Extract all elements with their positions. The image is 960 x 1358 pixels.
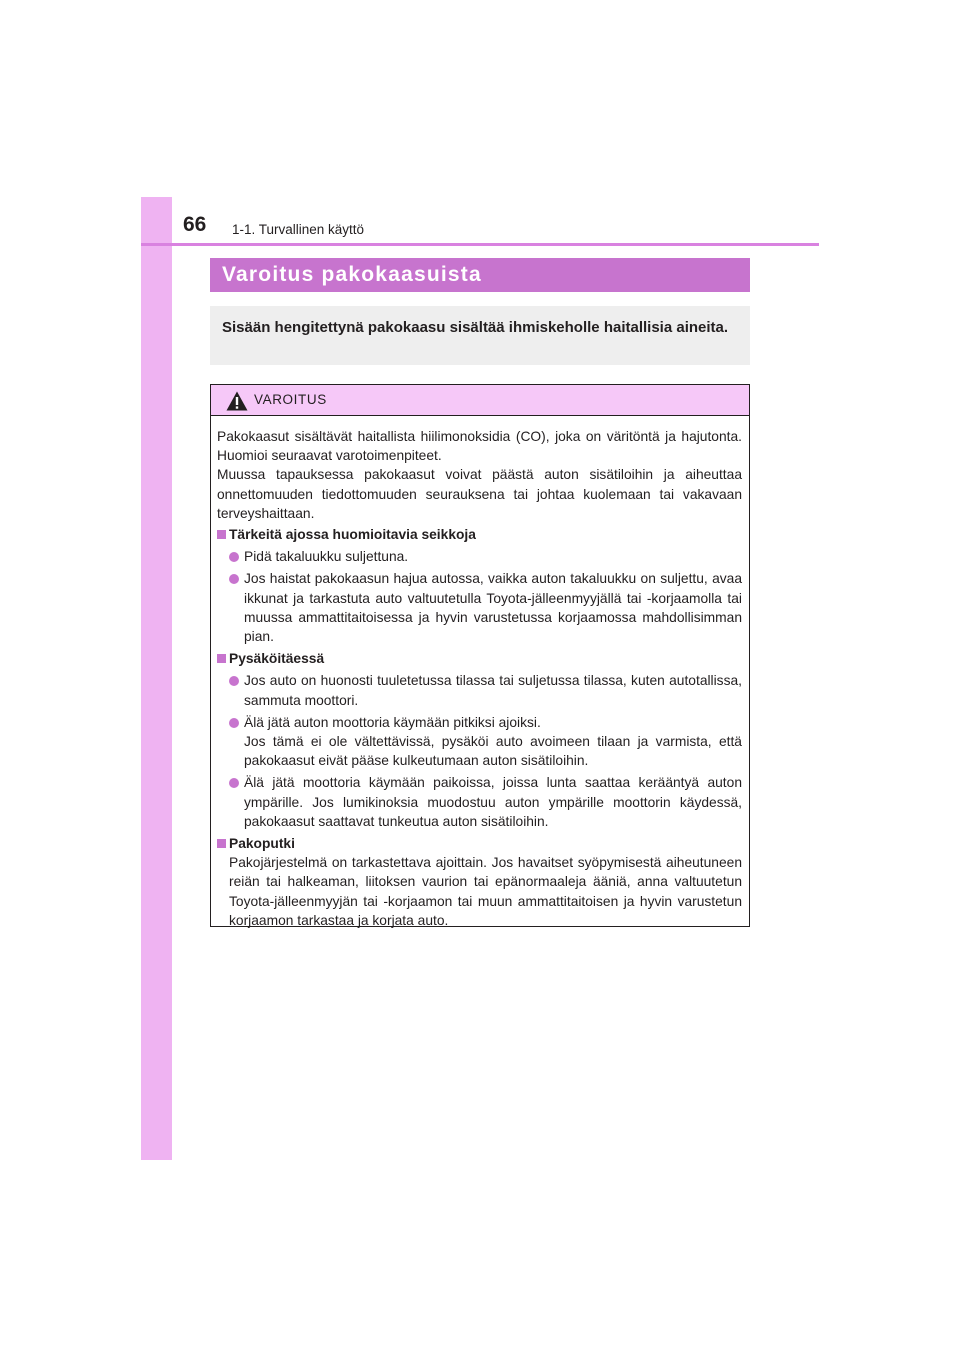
section-heading <box>217 649 742 668</box>
list-item-text: Jos auto on huonosti tuuletetussa tilassa tai suljetussa tilassa, kuten autotallissa, sammuta moottori. <box>244 673 742 708</box>
round-bullet-icon <box>229 718 239 728</box>
list-item-text: Pidä takaluukku suljettuna. <box>244 549 409 565</box>
square-bullet-icon <box>217 654 226 663</box>
square-bullet-icon <box>217 530 226 539</box>
intro-text: Sisään hengitettynä pakokaasu sisältää ihmiskeholle haitallisia aineita. <box>222 319 729 336</box>
section-heading-text: Pysäköitäessä <box>229 651 325 667</box>
page-number: 66 <box>183 213 207 236</box>
section-heading-text: Pakoputki <box>229 836 295 852</box>
section-heading <box>217 525 742 544</box>
round-bullet-icon <box>229 778 239 788</box>
warning-box <box>210 384 750 927</box>
round-bullet-icon <box>229 574 239 584</box>
round-bullet-icon <box>229 676 239 686</box>
list-item-text: Älä jätä auton moottoria käymään pitkiksi ajoiksi. <box>244 714 541 730</box>
list-item-subtext: Jos tämä ei ole vältettävissä, pysäköi auto avoimeen tilaan ja varmista, että pakokaasut eivät pääse kulkeutumaan auton sisätiloihin. <box>244 734 742 769</box>
warning-label: VAROITUS <box>254 392 327 407</box>
warning-paragraph: Muussa tapauksessa pakokaasut voivat päästä auton sisätiloihin ja aiheuttaa onnettomuuden tiedottomuuden seurauksena tai johtaa kuolemaan tai vakavaan terveyshaittaan. <box>217 467 742 521</box>
list-item-content <box>244 713 742 771</box>
warning-paragraph: Pakokaasut sisältävät haitallista hiilimonoksidia (CO), joka on väritöntä ja hajutonta. Huomioi seuraavat varotoimenpiteet. <box>217 429 742 464</box>
warning-triangle-icon <box>226 391 248 411</box>
section-text: Pakojärjestelmä on tarkastettava ajoittain. Jos havaitset syöpymisestä aiheutuneen reiän tai halkeaman, liitoksen vaurion tai epänormaaleja ääniä, anna valtuutetun Toyota-jälleenmyyjän tai -korjaamon tai muun ammattitaitoisen ja hyvin varustetun korjaamon tarkastaa ja korjata auto. <box>229 855 742 928</box>
list-item <box>217 671 742 709</box>
list-item <box>217 569 742 646</box>
list-item <box>217 547 742 566</box>
warning-body <box>211 416 749 930</box>
side-thumb-tab <box>141 197 172 1160</box>
warning-header <box>211 385 749 416</box>
round-bullet-icon <box>229 552 239 562</box>
header-divider <box>141 243 819 246</box>
page-title-bar <box>210 258 750 292</box>
page-title: Varoitus pakokaasuista <box>222 263 482 286</box>
intro-box <box>210 306 750 365</box>
list-item <box>217 773 742 831</box>
square-bullet-icon <box>217 839 226 848</box>
section-breadcrumb: 1-1. Turvallinen käyttö <box>232 222 365 237</box>
list-item-text: Älä jätä moottoria käymään paikoissa, joissa lunta saattaa kerääntyä auton ympärille. Jos lumikinoksia muodostuu auton ympärille moottorin käydessä, pakokaasut saattavat tunkeutua auton sisätiloihin. <box>244 775 742 829</box>
section-heading <box>217 834 742 853</box>
section-heading-text: Tärkeitä ajossa huomioitavia seikkoja <box>229 527 476 543</box>
list-item-text: Jos haistat pakokaasun hajua autossa, vaikka auton takaluukku on suljettu, avaa ikkunat ja tarkastuta auto valtuutetulla Toyota-jälleenmyyjällä tai -korjaamolla tai muussa ammattitaitoisessa ja hyvin varustetussa korjaamossa mahdollisimman pian. <box>244 571 742 645</box>
list-item <box>217 713 742 771</box>
